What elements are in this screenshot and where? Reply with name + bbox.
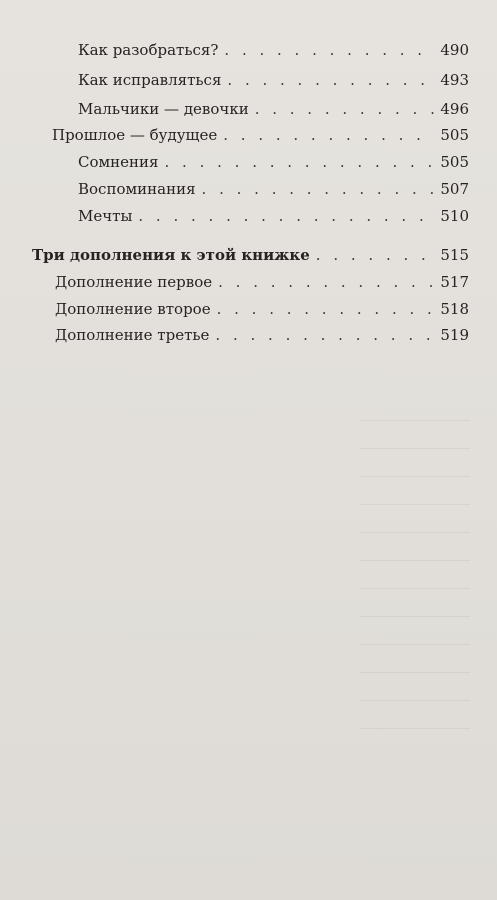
toc-entry-page: 517 bbox=[440, 273, 469, 291]
dot-leader bbox=[255, 97, 435, 121]
toc-entry-title: Прошлое — будущее bbox=[52, 126, 218, 144]
dot-leader bbox=[217, 297, 435, 321]
dot-leader bbox=[316, 243, 435, 267]
dot-leader bbox=[202, 177, 435, 201]
toc-entry bbox=[78, 97, 469, 121]
toc-entry-page: 519 bbox=[440, 326, 469, 344]
toc-entry-page: 515 bbox=[440, 246, 469, 264]
dot-leader bbox=[224, 38, 434, 62]
toc-entry-title: Дополнение третье bbox=[55, 326, 210, 344]
toc-entry-page: 493 bbox=[440, 71, 469, 89]
toc-entry bbox=[52, 123, 469, 147]
toc-entry-title: Дополнение первое bbox=[55, 273, 213, 291]
toc-entry-page: 505 bbox=[440, 126, 469, 144]
toc-section-heading bbox=[32, 243, 469, 267]
toc-entry-page: 505 bbox=[440, 153, 469, 171]
toc-entry bbox=[55, 323, 469, 347]
toc-entry-title: Дополнение второе bbox=[55, 300, 211, 318]
dot-leader bbox=[223, 123, 434, 147]
toc-entry-title: Сомнения bbox=[78, 153, 159, 171]
toc-entry bbox=[78, 68, 469, 92]
toc-entry-page: 490 bbox=[440, 41, 469, 59]
toc-entry-page: 510 bbox=[440, 207, 469, 225]
toc-entry-page: 496 bbox=[440, 100, 469, 118]
dot-leader bbox=[215, 323, 434, 347]
dot-leader bbox=[165, 150, 435, 174]
toc-entry bbox=[55, 297, 469, 321]
toc-entry bbox=[78, 204, 469, 228]
dot-leader bbox=[227, 68, 434, 92]
toc-entry bbox=[78, 38, 469, 62]
toc-entry-title: Воспоминания bbox=[78, 180, 196, 198]
toc-entry bbox=[78, 177, 469, 201]
dot-leader bbox=[218, 270, 434, 294]
dot-leader bbox=[138, 204, 434, 228]
toc-entry-title: Как исправляться bbox=[78, 71, 222, 89]
toc-entry-title: Мечты bbox=[78, 207, 133, 225]
toc-entry-title: Как разобраться? bbox=[78, 41, 219, 59]
toc-entry bbox=[55, 270, 469, 294]
toc-entry-title: Три дополнения к этой книжке bbox=[32, 246, 310, 264]
toc-entry-page: 518 bbox=[440, 300, 469, 318]
toc-entry bbox=[78, 150, 469, 174]
bleed-through-shadow bbox=[360, 420, 470, 740]
toc-entry-page: 507 bbox=[440, 180, 469, 198]
toc-entry-title: Мальчики — девочки bbox=[78, 100, 249, 118]
